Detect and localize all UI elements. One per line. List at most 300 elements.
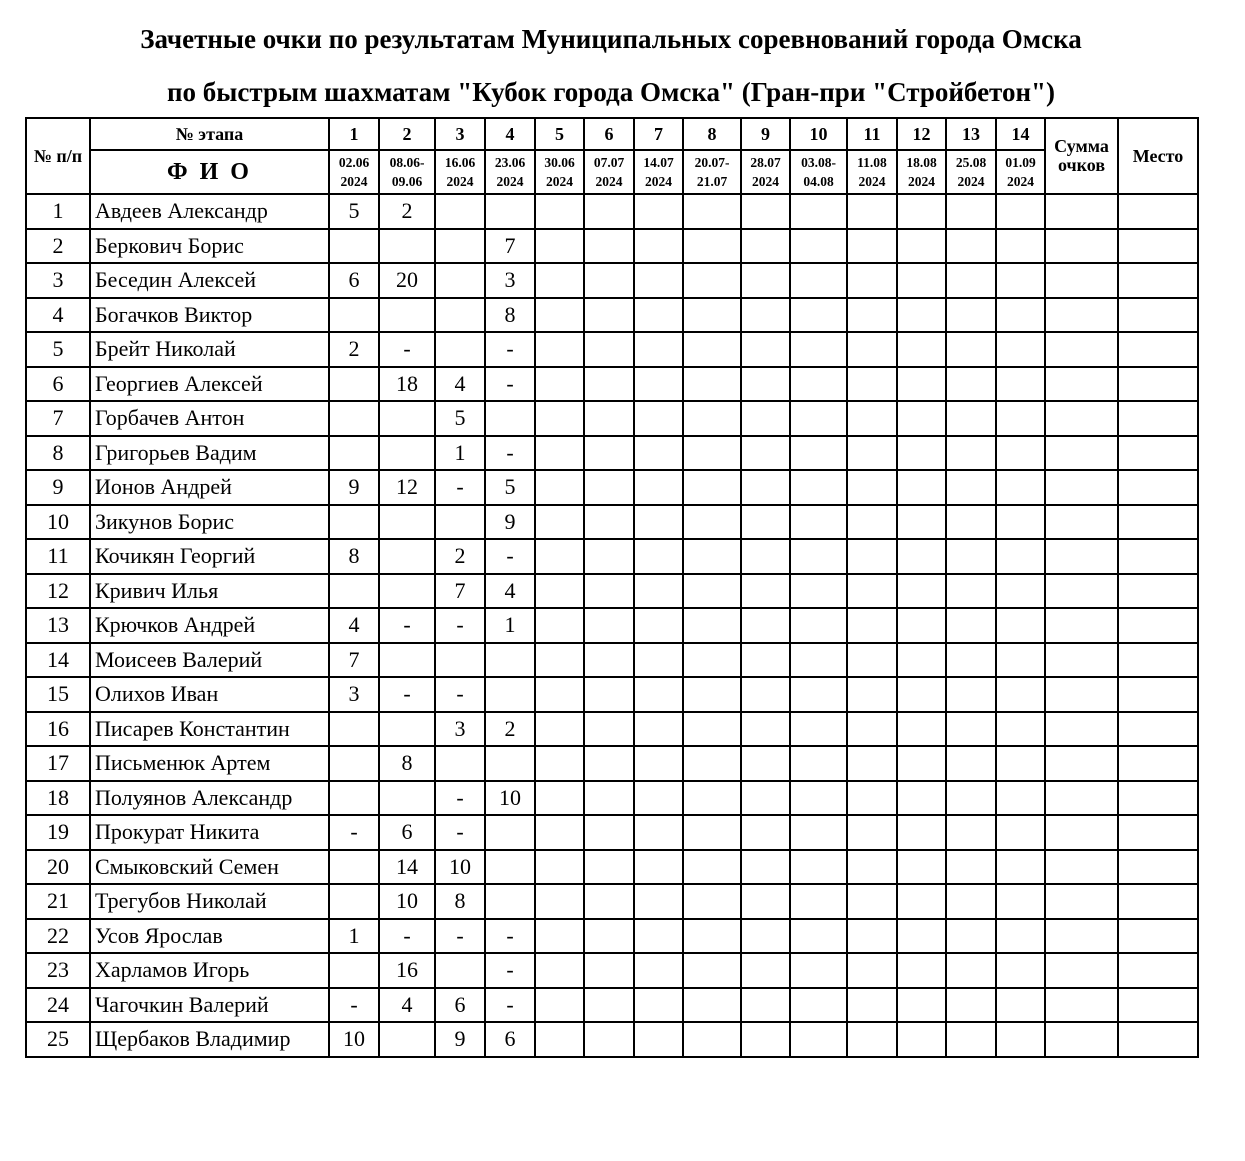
score-cell-stage-1: 4 — [329, 608, 379, 643]
player-name: Прокурат Никита — [90, 815, 329, 850]
score-cell-stage-11 — [847, 298, 897, 333]
stage-number-7: 7 — [634, 118, 683, 150]
table-row — [26, 746, 1198, 781]
score-cell-stage-12 — [897, 608, 946, 643]
score-cell-stage-10 — [790, 574, 847, 609]
stage-date-line-2: 21.07 — [696, 174, 728, 189]
sum-cell — [1045, 884, 1118, 919]
player-name: Трегубов Николай — [90, 884, 329, 919]
score-cell-stage-12 — [897, 505, 946, 540]
score-cell-stage-5 — [535, 643, 584, 678]
stage-date-7 — [634, 150, 683, 194]
score-cell-stage-10 — [790, 608, 847, 643]
score-cell-stage-6 — [584, 919, 634, 954]
table-row — [26, 988, 1198, 1023]
place-cell — [1118, 643, 1198, 678]
score-cell-stage-1 — [329, 229, 379, 264]
stage-date-line-2: 04.08 — [803, 174, 834, 189]
score-cell-stage-6 — [584, 884, 634, 919]
score-cell-stage-1: 6 — [329, 263, 379, 298]
score-cell-stage-13 — [946, 194, 996, 229]
sum-cell — [1045, 850, 1118, 885]
stage-number-6: 6 — [584, 118, 634, 150]
score-cell-stage-8 — [683, 367, 741, 402]
score-cell-stage-5 — [535, 470, 584, 505]
score-cell-stage-14 — [996, 539, 1045, 574]
table-row — [26, 367, 1198, 402]
table-row — [26, 850, 1198, 885]
score-cell-stage-3 — [435, 643, 485, 678]
score-cell-stage-5 — [535, 608, 584, 643]
stage-number-2: 2 — [379, 118, 435, 150]
score-cell-stage-11 — [847, 815, 897, 850]
row-number: 6 — [26, 367, 90, 402]
score-cell-stage-8 — [683, 815, 741, 850]
score-cell-stage-1: 2 — [329, 332, 379, 367]
score-cell-stage-6 — [584, 608, 634, 643]
score-cell-stage-13 — [946, 608, 996, 643]
score-cell-stage-11 — [847, 263, 897, 298]
score-cell-stage-9 — [741, 884, 790, 919]
score-cell-stage-14 — [996, 884, 1045, 919]
row-number: 3 — [26, 263, 90, 298]
score-cell-stage-4 — [485, 884, 535, 919]
row-number: 14 — [26, 643, 90, 678]
sum-cell — [1045, 263, 1118, 298]
score-cell-stage-2 — [379, 574, 435, 609]
table-row — [26, 505, 1198, 540]
score-cell-stage-13 — [946, 953, 996, 988]
score-cell-stage-1 — [329, 505, 379, 540]
score-cell-stage-2: 6 — [379, 815, 435, 850]
row-number: 7 — [26, 401, 90, 436]
score-cell-stage-6 — [584, 194, 634, 229]
score-cell-stage-9 — [741, 781, 790, 816]
place-cell — [1118, 194, 1198, 229]
score-cell-stage-6 — [584, 367, 634, 402]
score-cell-stage-9 — [741, 953, 790, 988]
score-cell-stage-13 — [946, 884, 996, 919]
player-name: Олихов Иван — [90, 677, 329, 712]
stage-date-8 — [683, 150, 741, 194]
score-cell-stage-2 — [379, 229, 435, 264]
score-cell-stage-9 — [741, 712, 790, 747]
score-cell-stage-12 — [897, 712, 946, 747]
place-cell — [1118, 919, 1198, 954]
score-cell-stage-1: 1 — [329, 919, 379, 954]
score-cell-stage-11 — [847, 401, 897, 436]
score-cell-stage-2: - — [379, 608, 435, 643]
score-cell-stage-2: - — [379, 919, 435, 954]
place-cell — [1118, 781, 1198, 816]
score-cell-stage-12 — [897, 470, 946, 505]
score-cell-stage-13 — [946, 746, 996, 781]
score-cell-stage-14 — [996, 574, 1045, 609]
score-cell-stage-10 — [790, 367, 847, 402]
table-row — [26, 401, 1198, 436]
score-cell-stage-7 — [634, 298, 683, 333]
score-cell-stage-10 — [790, 815, 847, 850]
score-cell-stage-10 — [790, 643, 847, 678]
score-cell-stage-11 — [847, 367, 897, 402]
score-cell-stage-3: 10 — [435, 850, 485, 885]
score-cell-stage-11 — [847, 643, 897, 678]
score-cell-stage-10 — [790, 884, 847, 919]
score-cell-stage-4: 7 — [485, 229, 535, 264]
score-cell-stage-3 — [435, 229, 485, 264]
score-cell-stage-13 — [946, 401, 996, 436]
score-cell-stage-11 — [847, 332, 897, 367]
table-row — [26, 953, 1198, 988]
sum-cell — [1045, 194, 1118, 229]
score-cell-stage-2 — [379, 781, 435, 816]
score-cell-stage-7 — [634, 470, 683, 505]
stage-date-line-1: 02.06 — [338, 155, 370, 170]
score-cell-stage-4: 10 — [485, 781, 535, 816]
place-cell — [1118, 298, 1198, 333]
row-number: 13 — [26, 608, 90, 643]
row-number: 22 — [26, 919, 90, 954]
score-cell-stage-8 — [683, 677, 741, 712]
score-cell-stage-5 — [535, 746, 584, 781]
row-number: 15 — [26, 677, 90, 712]
score-cell-stage-4: - — [485, 988, 535, 1023]
table-row — [26, 470, 1198, 505]
place-cell — [1118, 850, 1198, 885]
score-cell-stage-10 — [790, 1022, 847, 1057]
sum-cell — [1045, 298, 1118, 333]
score-cell-stage-14 — [996, 781, 1045, 816]
table-row — [26, 574, 1198, 609]
score-cell-stage-13 — [946, 470, 996, 505]
score-cell-stage-14 — [996, 608, 1045, 643]
column-header-sum: Сумма очков — [1045, 118, 1118, 194]
stage-number-14: 14 — [996, 118, 1045, 150]
score-cell-stage-5 — [535, 194, 584, 229]
score-cell-stage-7 — [634, 574, 683, 609]
score-cell-stage-5 — [535, 263, 584, 298]
score-cell-stage-7 — [634, 505, 683, 540]
row-number: 12 — [26, 574, 90, 609]
score-cell-stage-1 — [329, 850, 379, 885]
score-cell-stage-10 — [790, 229, 847, 264]
score-cell-stage-3 — [435, 953, 485, 988]
score-cell-stage-7 — [634, 677, 683, 712]
score-cell-stage-8 — [683, 850, 741, 885]
score-cell-stage-14 — [996, 677, 1045, 712]
score-cell-stage-1 — [329, 401, 379, 436]
score-cell-stage-12 — [897, 401, 946, 436]
score-cell-stage-10 — [790, 712, 847, 747]
score-cell-stage-10 — [790, 401, 847, 436]
player-name: Ионов Андрей — [90, 470, 329, 505]
score-cell-stage-5 — [535, 229, 584, 264]
sum-cell — [1045, 919, 1118, 954]
score-cell-stage-5 — [535, 539, 584, 574]
score-cell-stage-7 — [634, 367, 683, 402]
score-cell-stage-13 — [946, 367, 996, 402]
table-row — [26, 919, 1198, 954]
row-number: 10 — [26, 505, 90, 540]
stage-date-2 — [379, 150, 435, 194]
score-cell-stage-9 — [741, 1022, 790, 1057]
score-cell-stage-12 — [897, 884, 946, 919]
score-cell-stage-2: 16 — [379, 953, 435, 988]
score-cell-stage-13 — [946, 229, 996, 264]
row-number: 9 — [26, 470, 90, 505]
score-cell-stage-5 — [535, 884, 584, 919]
stage-date-line-1: 18.08 — [906, 155, 937, 170]
stage-date-line-2: 09.06 — [391, 174, 423, 189]
score-cell-stage-9 — [741, 298, 790, 333]
stage-date-line-1: 23.06 — [494, 155, 526, 170]
player-name: Письменюк Артем — [90, 746, 329, 781]
stage-date-11 — [847, 150, 897, 194]
score-cell-stage-7 — [634, 746, 683, 781]
score-cell-stage-2: 8 — [379, 746, 435, 781]
score-cell-stage-5 — [535, 332, 584, 367]
score-cell-stage-12 — [897, 332, 946, 367]
score-cell-stage-4: 4 — [485, 574, 535, 609]
sum-cell — [1045, 229, 1118, 264]
score-cell-stage-11 — [847, 953, 897, 988]
score-cell-stage-8 — [683, 263, 741, 298]
sum-cell — [1045, 332, 1118, 367]
score-cell-stage-4: - — [485, 332, 535, 367]
row-number: 23 — [26, 953, 90, 988]
score-cell-stage-7 — [634, 988, 683, 1023]
score-cell-stage-6 — [584, 988, 634, 1023]
score-cell-stage-3: 7 — [435, 574, 485, 609]
score-cell-stage-10 — [790, 194, 847, 229]
score-cell-stage-9 — [741, 988, 790, 1023]
score-cell-stage-11 — [847, 194, 897, 229]
score-cell-stage-9 — [741, 574, 790, 609]
score-cell-stage-4: - — [485, 367, 535, 402]
score-cell-stage-14 — [996, 919, 1045, 954]
score-cell-stage-10 — [790, 436, 847, 471]
score-cell-stage-6 — [584, 298, 634, 333]
score-cell-stage-12 — [897, 263, 946, 298]
score-cell-stage-8 — [683, 781, 741, 816]
stage-date-line-2: 2024 — [645, 174, 672, 189]
score-cell-stage-6 — [584, 229, 634, 264]
row-number: 2 — [26, 229, 90, 264]
score-cell-stage-14 — [996, 367, 1045, 402]
score-cell-stage-3 — [435, 332, 485, 367]
score-cell-stage-6 — [584, 470, 634, 505]
score-cell-stage-9 — [741, 815, 790, 850]
score-cell-stage-1 — [329, 436, 379, 471]
score-cell-stage-1: 5 — [329, 194, 379, 229]
column-header-fio: Ф И О — [90, 150, 329, 194]
sum-cell — [1045, 815, 1118, 850]
score-cell-stage-4: - — [485, 953, 535, 988]
score-cell-stage-7 — [634, 953, 683, 988]
stage-date-line-1: 28.07 — [750, 155, 781, 170]
place-cell — [1118, 988, 1198, 1023]
score-cell-stage-14 — [996, 332, 1045, 367]
score-cell-stage-7 — [634, 263, 683, 298]
score-cell-stage-13 — [946, 677, 996, 712]
score-cell-stage-2 — [379, 1022, 435, 1057]
table-row — [26, 298, 1198, 333]
score-cell-stage-14 — [996, 746, 1045, 781]
score-cell-stage-6 — [584, 436, 634, 471]
player-name: Авдеев Александр — [90, 194, 329, 229]
score-cell-stage-12 — [897, 574, 946, 609]
score-cell-stage-2 — [379, 436, 435, 471]
row-number: 4 — [26, 298, 90, 333]
score-cell-stage-8 — [683, 505, 741, 540]
score-cell-stage-1 — [329, 884, 379, 919]
score-cell-stage-4: - — [485, 539, 535, 574]
stage-number-3: 3 — [435, 118, 485, 150]
stage-date-line-1: 03.08- — [801, 155, 836, 170]
score-cell-stage-8 — [683, 229, 741, 264]
score-cell-stage-2: 2 — [379, 194, 435, 229]
score-cell-stage-4: 6 — [485, 1022, 535, 1057]
table-row — [26, 436, 1198, 471]
stage-date-10 — [790, 150, 847, 194]
score-cell-stage-14 — [996, 712, 1045, 747]
table-row — [26, 229, 1198, 264]
score-cell-stage-9 — [741, 539, 790, 574]
score-cell-stage-12 — [897, 815, 946, 850]
score-cell-stage-4: 8 — [485, 298, 535, 333]
score-cell-stage-14 — [996, 401, 1045, 436]
stage-number-11: 11 — [847, 118, 897, 150]
score-cell-stage-2 — [379, 712, 435, 747]
score-cell-stage-8 — [683, 608, 741, 643]
score-cell-stage-14 — [996, 194, 1045, 229]
score-cell-stage-3 — [435, 298, 485, 333]
score-cell-stage-9 — [741, 367, 790, 402]
table-row — [26, 643, 1198, 678]
score-cell-stage-4 — [485, 401, 535, 436]
score-cell-stage-8 — [683, 884, 741, 919]
score-cell-stage-7 — [634, 436, 683, 471]
stage-date-14 — [996, 150, 1045, 194]
score-cell-stage-4 — [485, 194, 535, 229]
player-name: Усов Ярослав — [90, 919, 329, 954]
place-cell — [1118, 367, 1198, 402]
score-cell-stage-4 — [485, 746, 535, 781]
score-cell-stage-12 — [897, 677, 946, 712]
score-cell-stage-9 — [741, 332, 790, 367]
score-cell-stage-14 — [996, 229, 1045, 264]
stage-date-12 — [897, 150, 946, 194]
score-cell-stage-9 — [741, 263, 790, 298]
score-cell-stage-12 — [897, 298, 946, 333]
score-cell-stage-5 — [535, 953, 584, 988]
stage-date-line-1: 16.06 — [444, 155, 476, 170]
score-cell-stage-2 — [379, 401, 435, 436]
score-cell-stage-5 — [535, 505, 584, 540]
score-cell-stage-1 — [329, 574, 379, 609]
score-cell-stage-1: 10 — [329, 1022, 379, 1057]
page-title-line-1: Зачетные очки по результатам Муниципальных соревнований города Омска — [140, 24, 1082, 54]
score-cell-stage-2: 18 — [379, 367, 435, 402]
stage-date-line-2: 2024 — [908, 174, 935, 189]
score-cell-stage-10 — [790, 781, 847, 816]
score-cell-stage-11 — [847, 746, 897, 781]
row-number: 21 — [26, 884, 90, 919]
row-number: 11 — [26, 539, 90, 574]
score-cell-stage-6 — [584, 781, 634, 816]
score-cell-stage-12 — [897, 229, 946, 264]
score-cell-stage-13 — [946, 505, 996, 540]
column-header-number: № п/п — [26, 118, 90, 194]
score-cell-stage-5 — [535, 1022, 584, 1057]
stage-date-line-2: 2024 — [446, 174, 474, 189]
score-cell-stage-13 — [946, 574, 996, 609]
stage-date-line-2: 2024 — [1007, 174, 1034, 189]
score-cell-stage-9 — [741, 470, 790, 505]
stage-date-line-1: 11.08 — [857, 155, 887, 170]
score-cell-stage-13 — [946, 781, 996, 816]
score-cell-stage-3: - — [435, 677, 485, 712]
place-cell — [1118, 953, 1198, 988]
stage-number-9: 9 — [741, 118, 790, 150]
score-cell-stage-13 — [946, 643, 996, 678]
sum-cell — [1045, 988, 1118, 1023]
score-cell-stage-5 — [535, 574, 584, 609]
score-cell-stage-12 — [897, 781, 946, 816]
score-cell-stage-12 — [897, 539, 946, 574]
column-header-place: Место — [1118, 118, 1198, 194]
score-cell-stage-10 — [790, 470, 847, 505]
sum-cell — [1045, 953, 1118, 988]
score-cell-stage-10 — [790, 919, 847, 954]
score-cell-stage-14 — [996, 505, 1045, 540]
sum-cell — [1045, 746, 1118, 781]
stage-number-10: 10 — [790, 118, 847, 150]
score-cell-stage-12 — [897, 367, 946, 402]
player-name: Зикунов Борис — [90, 505, 329, 540]
score-cell-stage-8 — [683, 401, 741, 436]
stage-date-line-1: 20.07- — [694, 155, 730, 170]
table-row — [26, 194, 1198, 229]
score-cell-stage-7 — [634, 643, 683, 678]
score-cell-stage-9 — [741, 608, 790, 643]
score-cell-stage-9 — [741, 505, 790, 540]
score-cell-stage-2 — [379, 505, 435, 540]
score-cell-stage-1: 3 — [329, 677, 379, 712]
score-cell-stage-6 — [584, 815, 634, 850]
score-cell-stage-4: 1 — [485, 608, 535, 643]
score-cell-stage-13 — [946, 988, 996, 1023]
stage-date-3 — [435, 150, 485, 194]
score-cell-stage-10 — [790, 332, 847, 367]
score-cell-stage-8 — [683, 746, 741, 781]
sum-cell — [1045, 574, 1118, 609]
score-cell-stage-5 — [535, 298, 584, 333]
score-cell-stage-7 — [634, 539, 683, 574]
score-cell-stage-14 — [996, 470, 1045, 505]
score-cell-stage-10 — [790, 746, 847, 781]
score-cell-stage-10 — [790, 539, 847, 574]
table-row — [26, 608, 1198, 643]
score-cell-stage-7 — [634, 608, 683, 643]
score-cell-stage-14 — [996, 953, 1045, 988]
stage-date-line-2: 2024 — [858, 174, 886, 189]
score-cell-stage-12 — [897, 850, 946, 885]
score-cell-stage-7 — [634, 884, 683, 919]
score-cell-stage-7 — [634, 229, 683, 264]
place-cell — [1118, 815, 1198, 850]
score-cell-stage-6 — [584, 505, 634, 540]
